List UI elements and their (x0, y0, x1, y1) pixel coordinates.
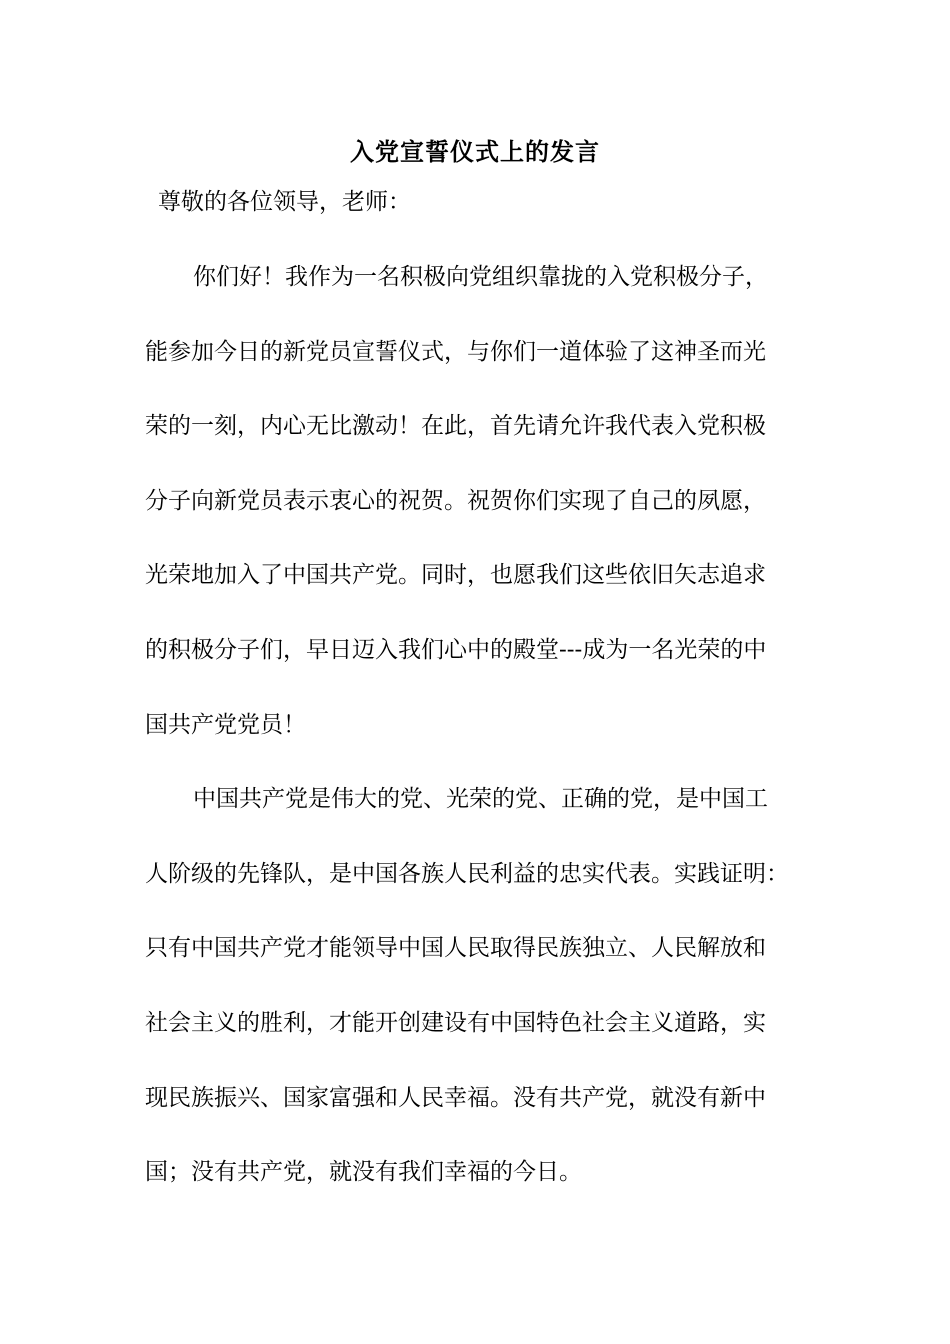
paragraph-1-line-2: 能参加今日的新党员宣誓仪式，与你们一道体验了这神圣而光 (145, 338, 766, 365)
paragraph-2-line-2: 人阶级的先锋队，是中国各族人民利益的忠实代表。实践证明： (145, 860, 789, 887)
paragraph-2-line-6: 国；没有共产党，就没有我们幸福的今日。 (145, 1159, 582, 1186)
paragraph-1-line-1: 你们好！我作为一名积极向党组织靠拢的入党积极分子， (193, 264, 768, 290)
paragraph-1-line-3: 荣的一刻，内心无比激动！在此，首先请允许我代表入党积极 (145, 413, 766, 440)
paragraph-2-line-3: 只有中国共产党才能领导中国人民取得民族独立、人民解放和 (145, 935, 766, 962)
salutation: 尊敬的各位领导，老师： (158, 189, 411, 215)
document-body (145, 252, 825, 1222)
paragraph-2-line-5: 现民族振兴、国家富强和人民幸福。没有共产党，就没有新中 (145, 1084, 766, 1111)
paragraph-1-line-5: 光荣地加入了中国共产党。同时，也愿我们这些依旧矢志追求 (145, 562, 766, 589)
document-title: 入党宣誓仪式上的发言 (350, 137, 600, 166)
paragraph-1-line-4: 分子向新党员表示衷心的祝贺。祝贺你们实现了自己的夙愿， (145, 487, 766, 514)
paragraph-2-line-4: 社会主义的胜利，才能开创建设有中国特色社会主义道路，实 (145, 1009, 766, 1036)
paragraph-1-line-7: 国共产党党员！ (145, 711, 306, 738)
paragraph-2-line-1: 中国共产党是伟大的党、光荣的党、正确的党，是中国工 (193, 786, 768, 813)
paragraph-1-line-6: 的积极分子们，早日迈入我们心中的殿堂---成为一名光荣的中 (145, 636, 767, 663)
